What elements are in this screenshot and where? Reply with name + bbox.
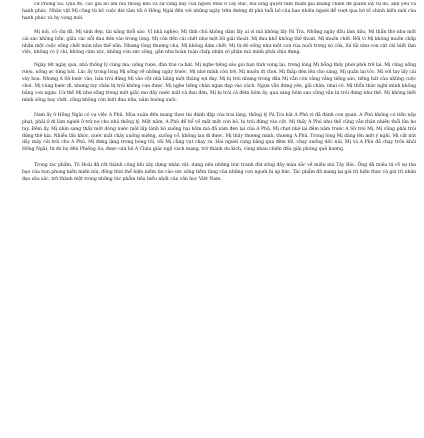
paragraph-a-phu-story: Nam ấy ở Hồng Ngài có vụ việc A Phủ. Mùa xuân đến mang theo tin đánh đập của trai làng, thống lý Pá Tra bắt A Phủ vì đã đánh con quan. A Phủ không có tiền nộp phạt, phải ở đi làm người ở trừ nợ cho nhà thống lý. Một năm, A Phủ để hổ vồ mất một con bò, bị trói đứng vào cột. Mị thấy A Phủ như thế cũng vẫn thản nhiên thổi lửa hơ tay. Đêm ấy, Mị nhìn sang thấy một dòng nước mắt lấp lánh bò xuống hai hõm má đã xám đen lại của A Phủ. Mị chợt nhớ lại đêm năm trước A Sử trói Mị, Mị cũng phải trói đứng thế kia. Nhiều lần khóc, nước mắt chảy xuống miệng, xuống cổ, không lau đi được. Mị thấy thương mình, thương A Phủ. Trong lòng Mị dâng lên một ý nghĩ, Mị cắt nút dây mây cởi trói cho A Phủ. Mị đứng lặng trong bóng tối, rồi Mị cũng vụt chạy ra. Hai người cùng băng qua đêm tối, chạy xuống dốc núi. Mị và A Phủ đã chạy trốn khỏi Hồng Ngài, từ đó họ đến Phiềng Sa, được cán bộ A Châu giác ngộ cách mạng, trở thành du kích, cùng nhau chiến đấu giải phóng quê hương. xyxy=(22,112,416,153)
paragraph-conclusion: Trong tác phẩm, Tô Hoài đã rất thành công khi xây dựng nhân vật, dựng nên những bức tranh đời sống đầy màu sắc về miền núi Tây Bắc. Ông đã miêu tả rõ sự tàn bạo của bọn phong kiến miền núi, đồng thời thể hiện niềm tin vào sức sống tiềm tàng của những con người bị áp bức. Tác phẩm đã mang lại giá trị hiện thực và giá trị nhân đạo sâu sắc, trở thành một trong những tác phẩm tiêu biểu nhất của văn học Việt Nam. xyxy=(22,163,416,183)
paragraph-mi-background: Mị nói, cô chị đã. Mị sinh đẹp, tài năng thổi sáo. Vì nhà nghèo, Mị tỉnh chủ không dám lấy ai vì mà không lấy Pá Tra. Những ngày đầu làm dâu, Mị thẫn thờ như một cái xác không hồn, giấu các nỗi đau đớn vào trong lòng. Mị còn đến cái chết như một lối giải thoát. Mị đau khổ không thể thoát, Mị muốn chết. Bởi vì Mị không muốn chấp nhận một cuộc sống chết mòn như thế nữa. Nhưng lòng thương cha, Mị không dám chết. Mị từ đó sống như một con rùa nuôi trong xó cửa, lùi lũi như con vật chỉ biết làm việc, không có ý chí, không cảm xúc, không còn sức sống, gần như hoàn toàn chấp nhận số phận mà mình phải chịu đựng. xyxy=(22,29,416,56)
paragraph-new-year-night: Ngày tết ngày qua, nhà thống lý cúng ma, uống rượu, đàn trai ca hát. Mị nghe tiếng sáo gọi bạn tình vọng lại, trong lòng Mị bỗng thấy phơi phới trở lại. Mị cũng uống rượu, uống ực từng bát. Lúc ấy trong lòng Mị sống về những ngày trước, Mị nhớ mình còn trẻ, Mị muốn đi chơi. Mị thắp đèn lên cho sáng, Mị quấn lại tóc, Mị với tay lấy cái váy hoa. Nhưng A Sử bước vào, hắn trói đứng Mị vào cột nhà bằng một thúng sợi đay. Mị bị trói nhưng trong đầu Mị vẫn còn văng vẳng tiếng sáo, tiếng hát của những cuộc chơi. Mị vùng bước đi, nhưng tay chân bị trói không cựa được. Mị nghe tiếng chân ngựa đạp vào vách. Ngựa vẫn đứng yên, gãi chân, nhai cỏ. Mị thổn thức nghĩ mình không bằng con ngựa. Cứ thế Mị như sống trong một giấc mơ đầy nước mắt và đau đớn, Mị bị trói cả đêm hôm ấy, qua sáng hôm sau cũng vẫn bị trói đứng như thế. Mị không biết mình sống hay chết, cũng không còn biết đau nữa, nằm buông xuôi. xyxy=(22,63,416,103)
document-page xyxy=(22,2,416,436)
paragraph-intro: cứ Phồng Sa. Qua đó, các gia nô lên nối thông khô và sự vàng dây của người Mảo ở Tây Bắc, mà lòng quyết tâm tham gia kháng chiến để giành lấy tự do, ánh yêu và hạnh phúc. Nhân vật Mị cũng từ bỏ cuộc đời tăm tối ở Hồng Ngài đến với những ngày trên đường đi phá tuổi bỏ của bao nhiêu người để vượt qua bờ tổ chính kiến mới của hạnh phúc và hy vọng mới. xyxy=(22,2,416,21)
